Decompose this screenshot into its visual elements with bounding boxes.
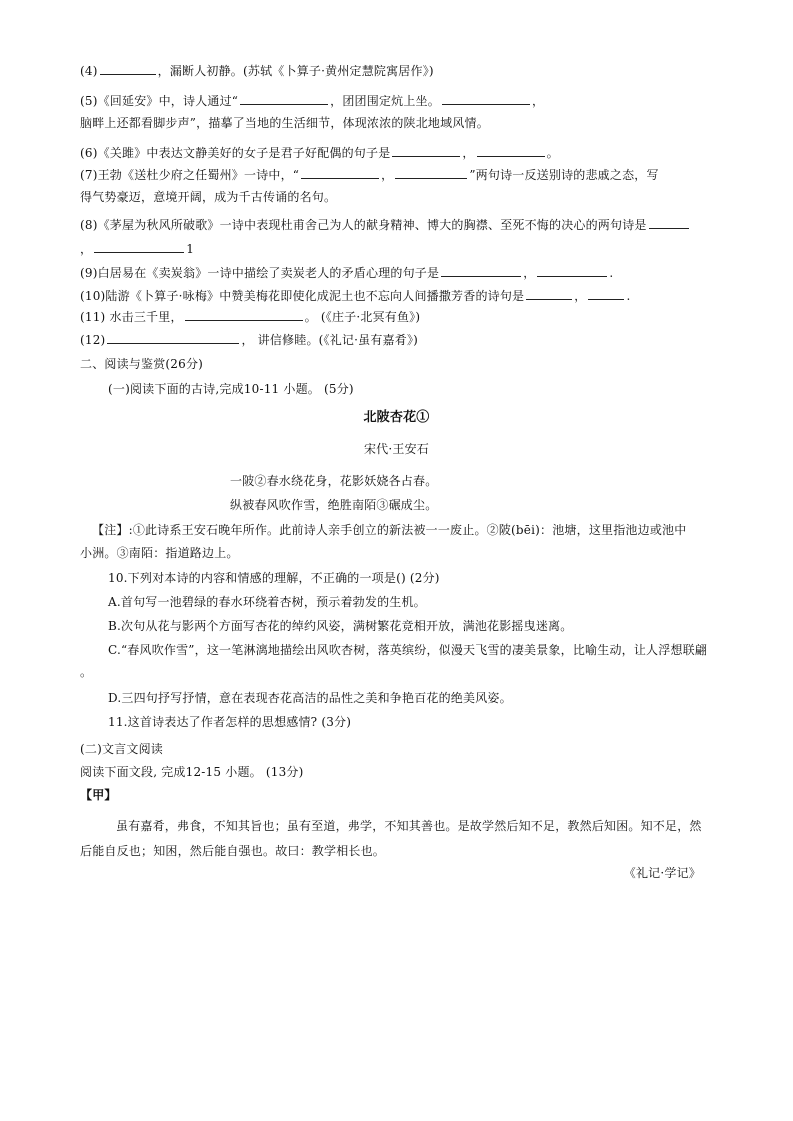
answer-blank[interactable]: [442, 92, 530, 105]
question-11: [80, 308, 420, 325]
question-4: [80, 62, 434, 79]
option-c[interactable]: C.“春风吹作雪”，这一笔淋漓地描绘出风吹杏树，落英缤纷，似漫天飞雪的凄美景象，比喻生动，让人浮想联翩: [108, 643, 708, 657]
question-5-text-c: ，: [531, 94, 545, 108]
option-a[interactable]: A.首句写一池碧绿的春水环绕着杏树，预示着勃发的生机。: [108, 595, 426, 609]
passage-label: 【甲】: [80, 788, 117, 802]
question-9: [80, 264, 613, 281]
question-8-text-b: ，: [80, 242, 93, 256]
question-7-line2: 得气势豪迈，意境开阔，成为千古传诵的名句。: [80, 190, 337, 204]
question-12-text-a: (12): [80, 333, 106, 347]
question-6-text-a: (6)《关雎》中表达文静美好的女子是君子好配偶的句子是: [80, 146, 391, 160]
poem-line-2: 纵被春风吹作雪，绝胜南陌③碾成尘。: [230, 498, 438, 512]
question-10: [80, 287, 630, 304]
option-b[interactable]: B.次句从花与影两个方面写杏花的绰约风姿，满树繁花竞相开放，满池花影摇曳迷离。: [108, 619, 573, 633]
question-8-line2: [80, 240, 194, 257]
question-10-text-c: .: [626, 289, 631, 303]
question-10-text-b: ，: [574, 289, 587, 303]
question-6: [80, 144, 559, 161]
question-9-text-c: .: [609, 266, 614, 280]
question-6-text-b: ，: [462, 146, 475, 160]
classical-intro: 阅读下面文段, 完成12-15 小题。 (13分): [80, 765, 304, 779]
question-8: [80, 216, 691, 233]
question-4-text: ，漏断人初静。(苏轼《卜算子·黄州定慧院寓居作》): [157, 64, 434, 78]
question-10-text-a: (10)陆游《卜算子·咏梅》中赞美梅花即使化成泥土也不忘向人间播撒芳香的诗句是: [80, 289, 525, 303]
answer-blank[interactable]: [649, 216, 689, 229]
question-5-text-b: ，团团围定炕上坐。: [330, 94, 440, 108]
answer-blank[interactable]: [240, 92, 328, 105]
poem-note: 【注】:①此诗系王安石晚年所作。此前诗人亲手创立的新法被一一废止。②陂(bēi)：池塘，这里指池边或池中: [92, 523, 687, 537]
answer-blank[interactable]: [94, 240, 184, 253]
question-12-text-b: ， 讲信修睦。(《礼记·虽有嘉肴》): [241, 333, 419, 347]
section-heading: 二、阅读与鉴赏(26分): [80, 357, 204, 371]
question-8-text-a: (8)《茅屋为秋风所破歌》一诗中表现杜甫舍己为人的献身精神、博大的胸襟、至死不悔的决心的两句诗是: [80, 218, 647, 232]
question-9-text-a: (9)白居易在《卖炭翁》一诗中描绘了卖炭老人的矛盾心理的句子是: [80, 266, 440, 280]
poem-section-intro: (一)阅读下面的古诗,完成10-11 小题。 (5分): [108, 382, 354, 396]
question-7-text-c: ”两句诗一反送别诗的悲戚之态，写: [469, 168, 659, 182]
answer-blank[interactable]: [185, 308, 303, 321]
passage-source: 《礼记·学记》: [623, 866, 701, 880]
option-c-cont: 。: [80, 665, 93, 679]
answer-blank[interactable]: [477, 144, 545, 157]
question-9-text-b: ，: [523, 266, 536, 280]
question-7-text-b: ，: [381, 168, 394, 182]
question-7-text-a: (7)王勃《送杜少府之任蜀州》一诗中，“: [80, 168, 300, 182]
question-12: [80, 331, 418, 348]
question-4-number: (4): [80, 64, 98, 78]
poem-title: 北陂杏花①: [363, 410, 430, 425]
poem-note-cont: 小洲。③南陌：指道路边上。: [80, 546, 239, 560]
option-d[interactable]: D.三四句抒写抒情，意在表现杏花高洁的品性之美和争艳百花的绝美风姿。: [108, 691, 512, 705]
classical-heading: (二)文言文阅读: [80, 742, 163, 756]
answer-blank[interactable]: [395, 166, 467, 179]
answer-blank[interactable]: [537, 264, 607, 277]
answer-blank[interactable]: [100, 62, 156, 75]
answer-blank[interactable]: [526, 287, 572, 300]
question-11-text-b: 。 (《庄子·北冥有鱼》): [304, 310, 421, 324]
answer-blank[interactable]: [588, 287, 624, 300]
poem-author: 宋代·王安石: [363, 442, 429, 456]
question-5: [80, 92, 544, 109]
question-11-text-a: (11) 水击三千里，: [80, 310, 183, 324]
answer-blank[interactable]: [392, 144, 460, 157]
answer-blank[interactable]: [441, 264, 521, 277]
passage-paragraph-cont: 后能自反也；知困，然后能自强也。故曰：教学相长也。: [80, 844, 386, 858]
answer-blank[interactable]: [107, 331, 239, 344]
question-8-text-c: 1: [186, 242, 195, 256]
passage-paragraph: 虽有嘉肴，弗食，不知其旨也；虽有至道，弗学，不知其善也。是故学然后知不足，教然后知困。知不足，然: [116, 819, 702, 833]
question-5-text-a: (5)《回延安》中，诗人通过“: [80, 94, 239, 108]
question-5-line2: 脑畔上还都看脚步声”，描摹了当地的生活细节，体现浓浓的陕北地域风情。: [80, 116, 489, 130]
question-11-stem: 11.这首诗表达了作者怎样的思想感情? (3分): [108, 715, 352, 729]
question-6-text-c: 。: [546, 146, 559, 160]
question-10-stem: 10.下列对本诗的内容和情感的理解，不正确的一项是() (2分): [108, 571, 440, 585]
question-7: [80, 166, 659, 183]
answer-blank[interactable]: [301, 166, 379, 179]
poem-line-1: 一陂②春水绕花身，花影妖娆各占春。: [230, 474, 438, 488]
